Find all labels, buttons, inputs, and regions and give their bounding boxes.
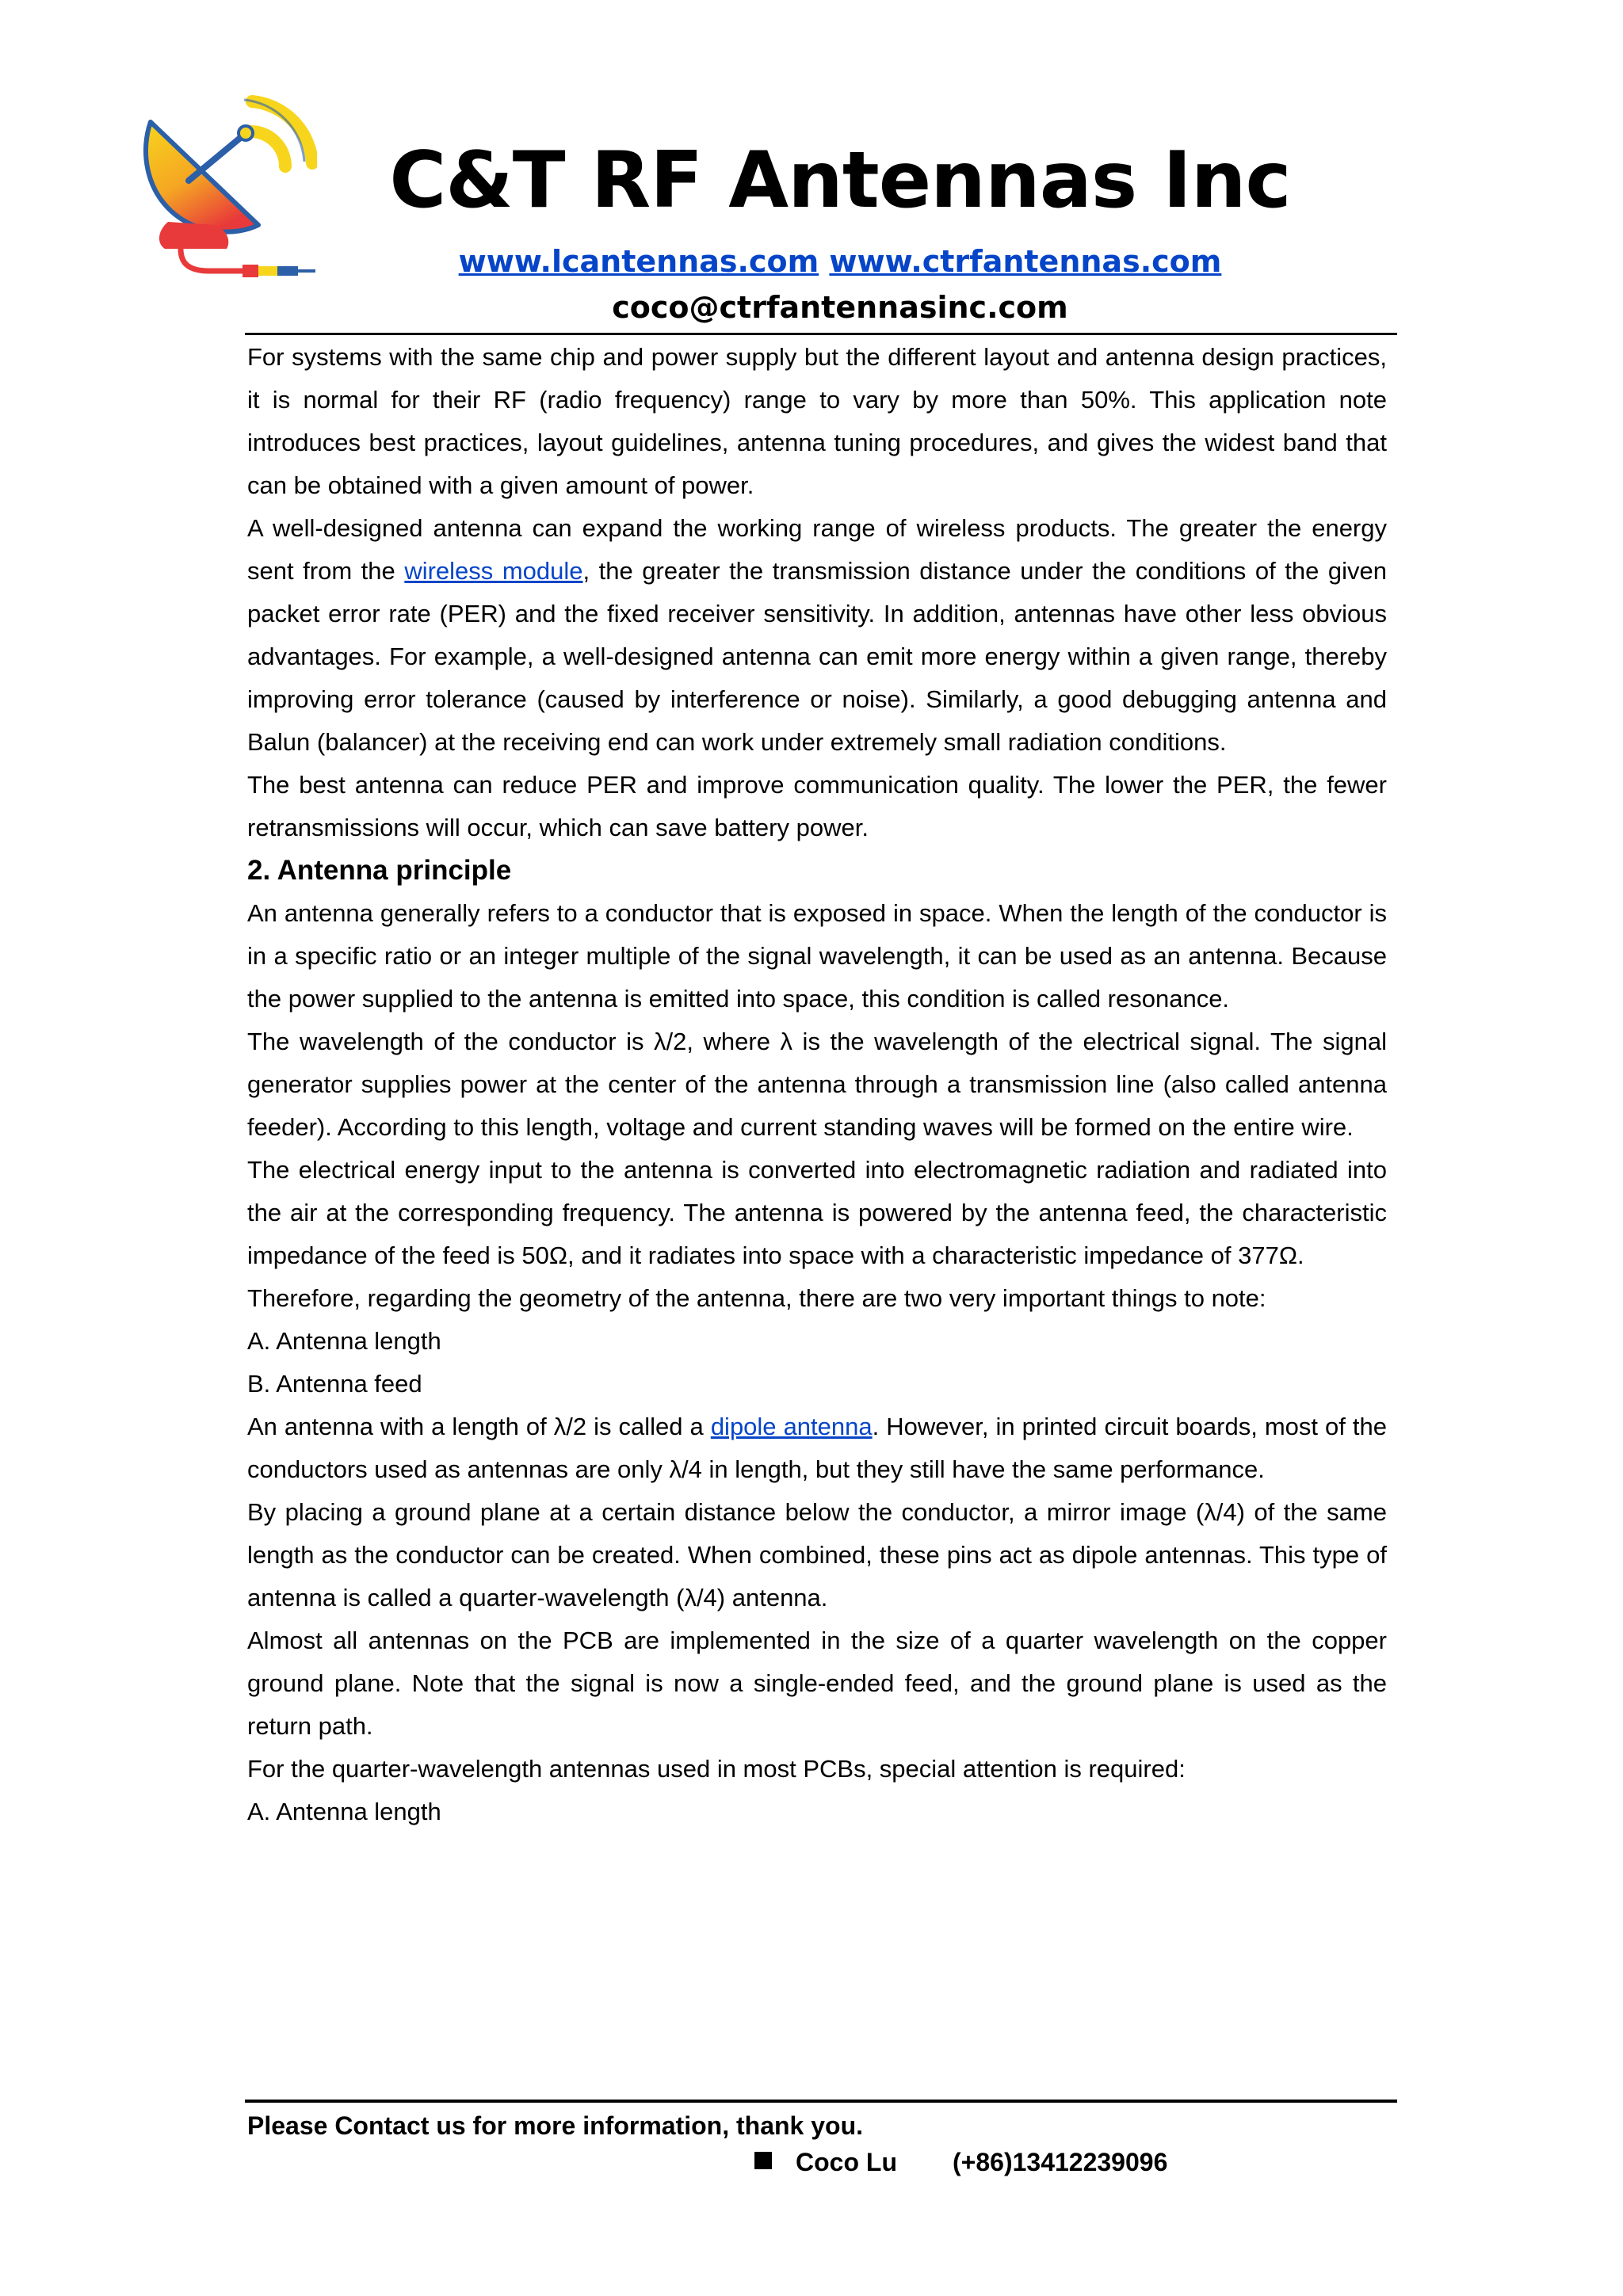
website-link-lcantennas[interactable]: www.lcantennas.com: [458, 244, 819, 279]
document-body: [247, 336, 1387, 1833]
footer-contact: [754, 2141, 1167, 2183]
paragraph-impedance: The electrical energy input to the antenna is converted into electromagnetic radiation and radiated into the air at the corresponding frequency. The antenna is powered by the antenna feed, the characteristic impedance of the feed is 50Ω, and it radiates into space with a characteristic impedance of 377Ω.: [247, 1156, 1387, 1269]
paragraph-pcb-antennas: Almost all antennas on the PCB are implemented in the size of a quarter wavelength on the copper ground plane. Note that the signal is now a single-ended feed, and the ground plane is used as the return path.: [247, 1627, 1387, 1740]
website-links: [285, 238, 1395, 285]
list-item-antenna-length-2: A. Antenna length: [247, 1798, 441, 1825]
contact-email: coco@ctrfantennasinc.com: [612, 290, 1068, 325]
website-link-ctrfantennas[interactable]: www.ctrfantennas.com: [829, 244, 1222, 279]
paragraph-special-attention: For the quarter-wavelength antennas used in most PCBs, special attention is required:: [247, 1755, 1186, 1783]
dipole-antenna-link[interactable]: dipole antenna: [710, 1413, 873, 1440]
list-item-antenna-feed: B. Antenna feed: [247, 1370, 422, 1398]
contact-phone: (+86)13412239096: [953, 2148, 1168, 2176]
paragraph-dipole: [247, 1405, 1387, 1491]
paragraph-wavelength: The wavelength of the conductor is λ/2, where λ is the wavelength of the electrical signal. The signal generator supplies power at the center of the antenna through a transmission line (also called antenna feeder). According to this length, voltage and current standing waves will be formed on the entire wire.: [247, 1028, 1387, 1141]
paragraph-geometry: Therefore, regarding the geometry of the antenna, there are two very important things to note:: [247, 1284, 1266, 1312]
company-title: C&T RF Antennas Inc: [389, 135, 1291, 226]
square-bullet-icon: [754, 2152, 772, 2169]
paragraph-text: A well-designed antenna can expand the working range of wireless products. The greater the energy sent from the: [247, 514, 1387, 585]
paragraph-antenna-benefits: [247, 507, 1387, 764]
paragraph-ground-plane: By placing a ground plane at a certain distance below the conductor, a mirror image (λ/4) of the same length as the conductor can be created. When combined, these pins act as dipole antennas. This type of antenna is called a quarter-wavelength (λ/4) antenna.: [247, 1498, 1387, 1611]
paragraph-resonance: An antenna generally refers to a conductor that is exposed in space. When the length of the conductor is in a specific ratio or an integer multiple of the signal wavelength, it can be used as an antenna. Because the power supplied to the antenna is emitted into space, this condition is called resonance.: [247, 899, 1387, 1013]
paragraph-text: , the greater the transmission distance under the conditions of the given packet error rate (PER) and the fixed receiver sensitivity. In addition, antennas have other less obvious advantages. For example, a well-designed antenna can emit more energy within a given range, thereby improving error tolerance (caused by interference or noise). Similarly, a good debugging antenna and Balun (balancer) at the receiving end can work under extremely small radiation conditions.: [247, 557, 1387, 756]
footer-divider: [245, 2100, 1397, 2103]
paragraph-per: The best antenna can reduce PER and improve communication quality. The lower the PER, the fewer retransmissions will occur, which can save battery power.: [247, 771, 1387, 841]
section-heading-antenna-principle: 2. Antenna principle: [247, 855, 512, 886]
header-divider: [245, 333, 1397, 335]
paragraph-text: . However, in printed circuit boards, most of the conductors used as antennas are only λ/4 in length, but they still have the same performance.: [247, 1413, 1387, 1483]
wireless-module-link[interactable]: wireless module: [404, 557, 583, 585]
paragraph-intro: For systems with the same chip and power supply but the different layout and antenna design practices, it is normal for their RF (radio frequency) range to vary by more than 50%. This application note introduces best practices, layout guidelines, antenna tuning procedures, and gives the widest band that can be obtained with a given amount of power.: [247, 343, 1387, 499]
paragraph-text: An antenna with a length of λ/2 is called a: [247, 1413, 711, 1440]
list-item-antenna-length: A. Antenna length: [247, 1327, 441, 1355]
contact-name: Coco Lu: [796, 2148, 897, 2176]
footer-note: Please Contact us for more information, thank you.: [247, 2111, 864, 2140]
